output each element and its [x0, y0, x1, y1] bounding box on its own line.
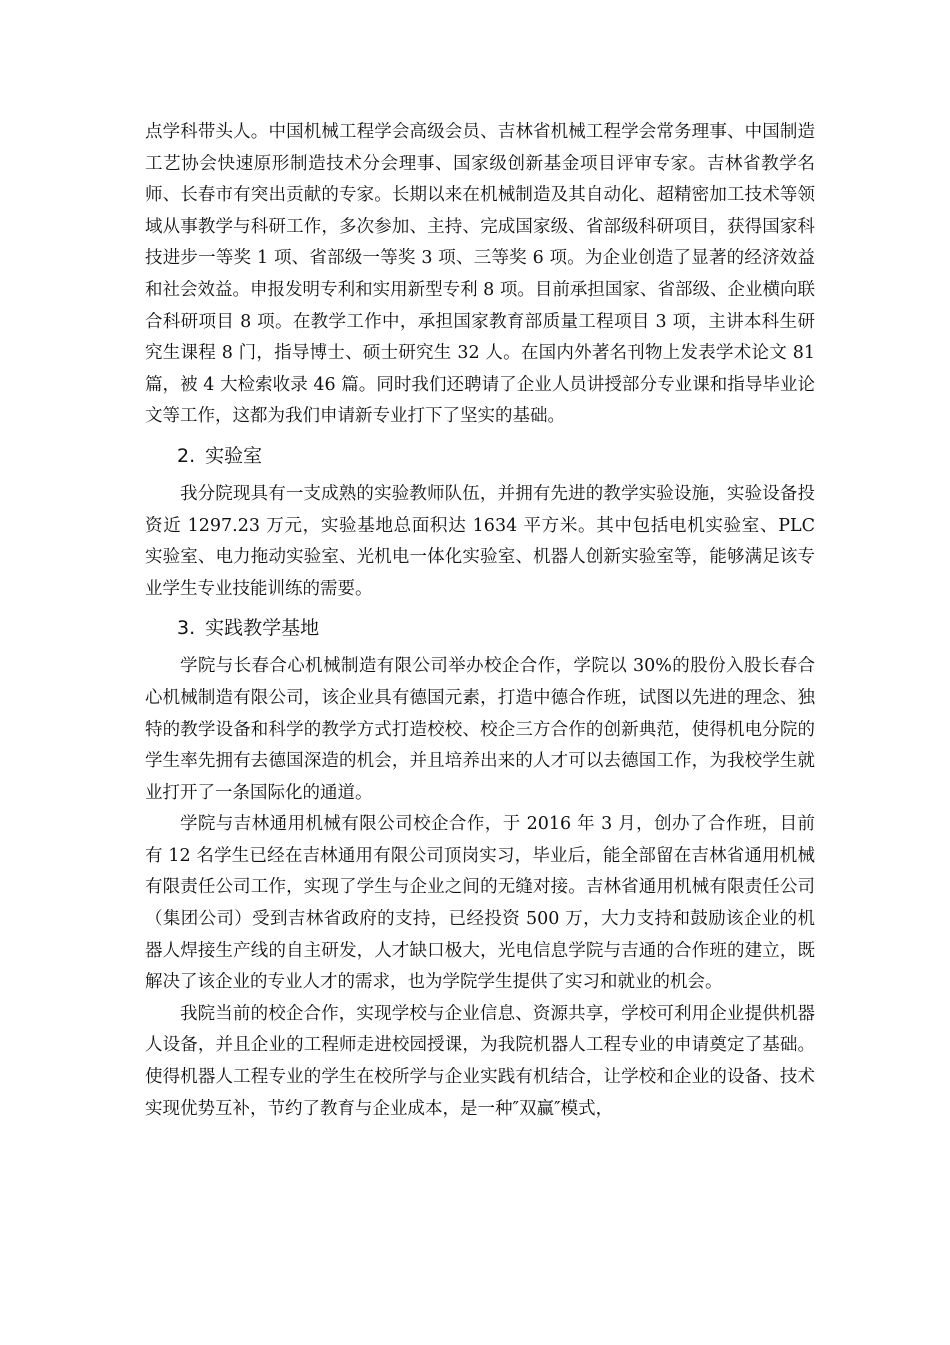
section-title: 实践教学基地 — [205, 617, 320, 640]
document-body — [145, 117, 815, 1125]
intro-paragraph: 点学科带头人。中国机械工程学会高级会员、吉林省机械工程学会常务理事、中国制造工艺协会快速原形制造技术分会理事、国家级创新基金项目评审专家。吉林省教学名师、长春市有突出贡献的专家。长期以来在机械制造及其自动化、超精密加工技术等领域从事教学与科研工作，多次参加、主持、完成国家级、省部级科研项目，获得国家科技进步一等奖 1 项、省部级一等奖 3 项、三等奖 6 项。为企业创造了显著的经济效益和社会效益。申报发明专利和实用新型专利 8 项。目前承担国家、省部级、企业横向联合科研项目 8 项。在教学工作中，承担国家教育部质量工程项目 3 项，主讲本科生研究生课程 8 门，指导博士、硕士研究生 32 人。在国内外著名刊物上发表学术论文 81 篇，被 4 大检索收录 46 篇。同时我们还聘请了企业人员讲授部分专业课和指导毕业论文等工作，这都为我们申请新专业打下了坚实的基础。 — [145, 122, 815, 427]
practice-paragraph-1: 学院与长春合心机械制造有限公司举办校企合作，学院以 30%的股份入股长春合心机械制造有限公司，该企业具有德国元素，打造中德合作班，试图以先进的理念、独特的教学设备和科学的教学方式打造校校、校企三方合作的创新典范，使得机电分院的学生率先拥有去德国深造的机会，并且培养出来的人才可以去德国工作，为我校学生就业打开了一条国际化的通道。 — [145, 656, 815, 803]
section-heading-laboratory — [145, 439, 815, 473]
laboratory-paragraph: 我分院现具有一支成熟的实验教师队伍，并拥有先进的教学实验设施，实验设备投资近 1297.23 万元，实验基地总面积达 1634 平方米。其中包括电机实验室、PLC 实验室、电力拖动实验室、光机电一体化实验室、机器人创新实验室等，能够满足该专业学生专业技能训练的需要。 — [145, 483, 815, 599]
practice-paragraph-3: 我院当前的校企合作，实现学校与企业信息、资源共享，学校可利用企业提供机器人设备，并且企业的工程师走进校园授课，为我院机器人工程专业的申请奠定了基础。使得机器人工程专业的学生在校所学与企业实践有机结合，让学校和企业的设备、技术实现优势互补，节约了教育与企业成本，是一种″双赢″模式， — [145, 1003, 815, 1119]
section-heading-practice-base — [145, 611, 815, 645]
practice-paragraph-2: 学院与吉林通用机械有限公司校企合作，于 2016 年 3 月，创办了合作班，目前有 12 名学生已经在吉林通用有限公司顶岗实习，毕业后，能全部留在吉林省通用机械有限责任公司工作，实现了学生与企业之间的无缝对接。吉林省通用机械有限责任公司（集团公司）受到吉林省政府的支持，已经投资 500 万，大力支持和鼓励该企业的机器人焊接生产线的自主研发，人才缺口极大，光电信息学院与吉通的合作班的建立，既解决了该企业的专业人才的需求，也为学院学生提供了实习和就业的机会。 — [145, 814, 815, 993]
section-number: 3. — [177, 617, 196, 640]
section-title: 实验室 — [205, 444, 263, 467]
section-number: 2. — [177, 444, 196, 467]
